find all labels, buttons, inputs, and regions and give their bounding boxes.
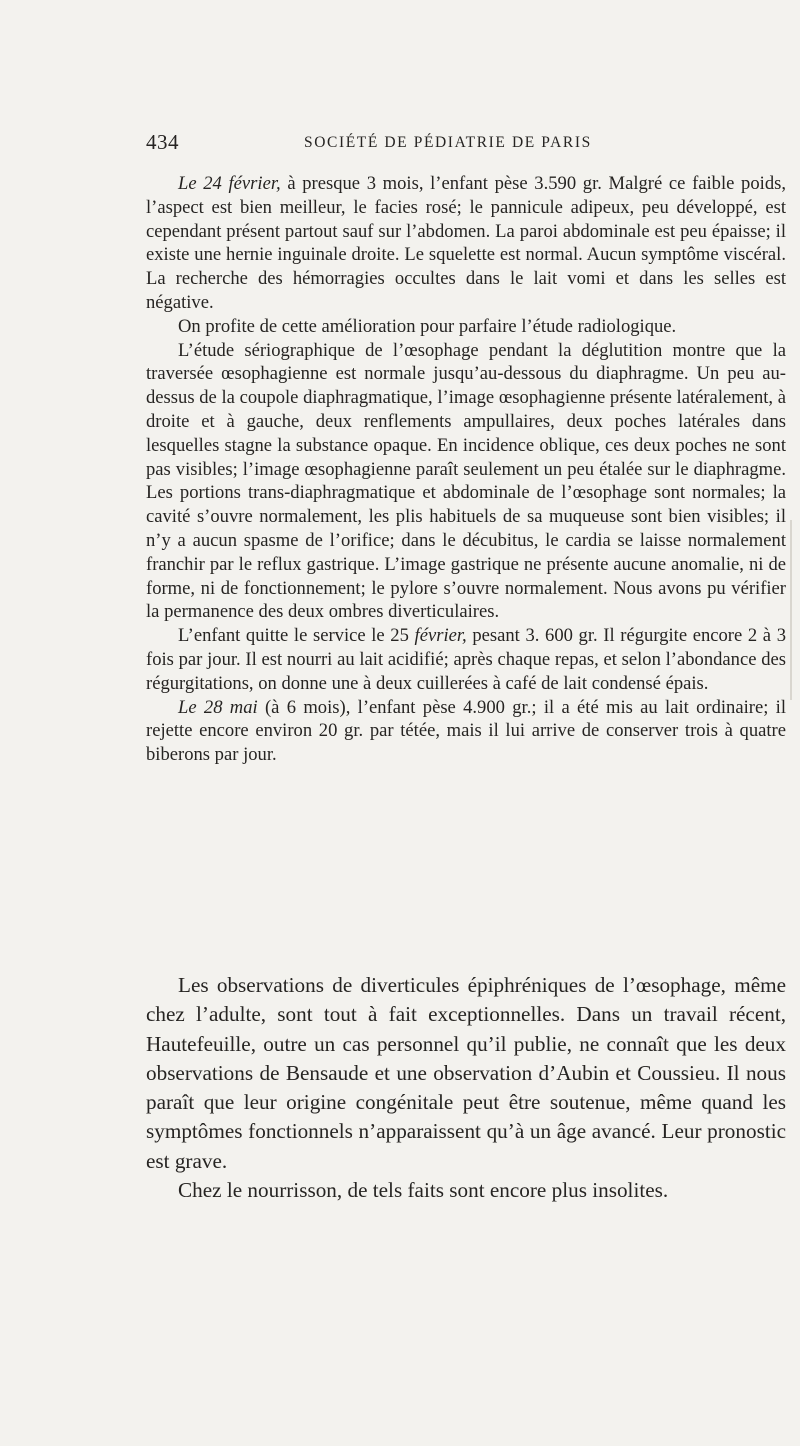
paragraph-may-28 [146,696,786,767]
page-edge-shadow [790,520,792,700]
date-italic: février, [414,625,467,647]
paragraph-epiphrenic: Les observations de diverticules épiphréniques de l’œsophage, même chez l’adulte, sont tout à fait exceptionnelles. Dans un travail récent, Hautefeuille, outre un cas personnel qu’il publie, ne connaît que les deux observations de Bensaude et une observation d’Aubin et Coussieu. Il nous paraît que leur origine congénitale peut être soutenue, même quand les symptômes fonctionnels n’apparaissent qu’à un âge avancé. Leur pronostic est grave. [146,973,786,1173]
paragraph-text: à presque 3 mois, l’enfant pèse 3.590 gr. Malgré ce faible poids, l’aspect est bien meilleur, le facies rosé; le pannicule adipeux, peu développé, est cependant présent partout sauf sur l’abdomen. La paroi abdominale est peu épaisse; il existe une hernie inguinale droite. Le squelette est normal. Aucun symptôme viscéral. La recherche des hémorragies occultes dans le lait vomi et dans les selles est négative. [146,173,786,313]
paragraph-text: (à 6 mois), l’enfant pèse 4.900 gr.; il a été mis au lait ordinaire; il rejette encore environ 20 gr. par tétée, mais il lui arrive de conserver trois à quatre biberons par jour. [146,696,786,766]
date-italic: Le 24 février, [178,173,281,194]
page-number: 434 [146,130,179,154]
paragraph-text: pesant 3. 600 gr. Il régurgite encore 2 à 3 fois par jour. Il est nourri au lait acidifié; après chaque repas, et selon l’abondance des régurgitations, on donne une à deux cuillerées à café de lait condensé épais. [146,625,786,694]
paragraph-radiology: On profite de cette amélioration pour parfaire l’étude radiologique. [178,315,677,337]
journal-title: SOCIÉTÉ DE PÉDIATRIE DE PARIS [304,134,592,151]
paragraph-feb-24 [146,172,786,315]
paragraph-text: L’enfant quitte le service le 25 [178,625,415,647]
paragraph-nourrisson: Chez le nourrisson, de tels faits sont encore plus insolites. [178,1178,669,1203]
date-italic: Le 28 mai [178,696,258,718]
paragraph-discharge [146,624,786,695]
observation-text [146,172,786,767]
running-head [146,130,776,156]
discussion-text [146,971,786,1205]
paragraph-seriography: L’étude sériographique de l’œsophage pendant la déglutition montre que la traversée œsophagienne est normale jusqu’au-dessous du diaphragme. Un peu au-dessus de la coupole diaphragmatique, l’image œsophagienne présente latéralement, à droite et à gauche, deux renflements ampullaires, deux poches latérales dans lesquelles stagne la substance opaque. En incidence oblique, ces deux poches ne sont pas visibles; l’image œsophagienne paraît seulement un peu étalée sur le diaphragme. Les portions trans-diaphragmatique et abdominale de l’œsophage sont normales; la cavité s’ouvre normalement, les plis habituels de sa muqueuse sont bien visibles; il n’y a aucun spasme de l’orifice; dans le décubitus, le cardia se laisse normalement franchir par le reflux gastrique. L’image gastrique ne présente aucune anomalie, ni de forme, ni de fonctionnement; le pylore s’ouvre normalement. Nous avons pu vérifier la permanence des deux ombres diverticulaires. [146,339,786,623]
